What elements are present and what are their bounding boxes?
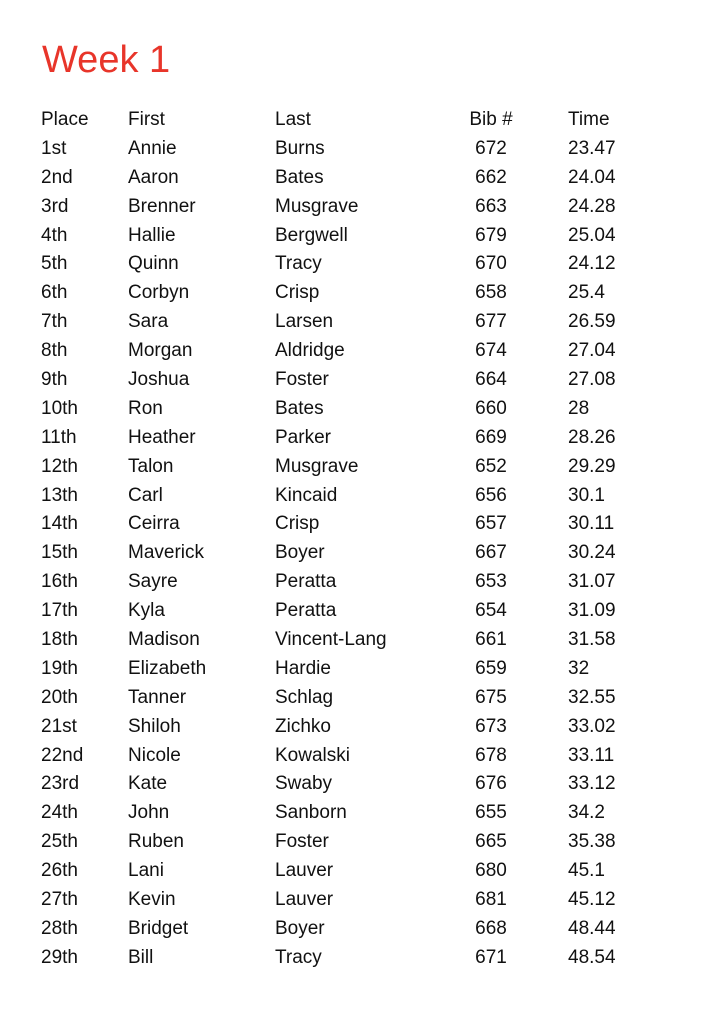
cell-last: Foster <box>275 369 329 391</box>
cell-last: Tracy <box>275 946 322 968</box>
cell-bib: 659 <box>475 657 507 679</box>
cell-bib: 675 <box>475 686 507 708</box>
cell-place: 11th <box>41 426 77 448</box>
cell-last: Boyer <box>275 542 325 564</box>
table-row <box>0 655 722 684</box>
cell-bib: 652 <box>475 455 507 477</box>
cell-first: Sara <box>128 311 169 333</box>
table-row <box>0 424 722 453</box>
cell-last: Schlag <box>275 686 334 708</box>
table-row <box>0 135 722 164</box>
cell-time: 24.04 <box>568 166 616 188</box>
cell-first: Ceirra <box>128 513 180 535</box>
cell-bib: 676 <box>475 773 507 795</box>
cell-bib: 658 <box>475 282 507 304</box>
cell-first: Nicole <box>128 744 181 766</box>
cell-place: 10th <box>41 397 78 419</box>
header-time: Time <box>568 109 610 130</box>
cell-first: John <box>128 802 170 824</box>
cell-last: Kincaid <box>275 484 338 506</box>
cell-bib: 661 <box>475 629 507 651</box>
cell-place: 8th <box>41 340 68 362</box>
cell-time: 27.08 <box>568 369 616 391</box>
header-last: Last <box>275 109 311 130</box>
table-row <box>0 453 722 482</box>
table-row <box>0 742 722 771</box>
cell-time: 45.12 <box>568 889 616 911</box>
cell-place: 1st <box>41 137 67 159</box>
table-row <box>0 713 722 742</box>
cell-time: 32.55 <box>568 686 616 708</box>
cell-last: Peratta <box>275 571 337 593</box>
table-row <box>0 193 722 222</box>
cell-bib: 657 <box>475 513 507 535</box>
cell-last: Swaby <box>275 773 333 795</box>
table-body <box>0 135 722 973</box>
cell-first: Talon <box>128 455 174 477</box>
cell-place: 5th <box>41 253 68 275</box>
cell-first: Tanner <box>128 686 187 708</box>
cell-bib: 663 <box>475 195 507 217</box>
cell-bib: 654 <box>475 600 507 622</box>
cell-time: 33.12 <box>568 773 616 795</box>
cell-last: Crisp <box>275 282 320 304</box>
cell-place: 26th <box>41 860 78 882</box>
cell-place: 24th <box>41 802 78 824</box>
table-row <box>0 857 722 886</box>
cell-place: 14th <box>41 513 78 535</box>
cell-place: 18th <box>41 629 78 651</box>
cell-time: 25.04 <box>568 224 616 246</box>
table-row <box>0 799 722 828</box>
cell-bib: 673 <box>475 715 507 737</box>
cell-last: Vincent-Lang <box>275 629 387 651</box>
cell-place: 3rd <box>41 195 69 217</box>
cell-bib: 665 <box>475 831 507 853</box>
cell-time: 28.26 <box>568 426 616 448</box>
table-row <box>0 915 722 944</box>
cell-last: Foster <box>275 831 329 853</box>
cell-first: Ruben <box>128 831 184 853</box>
table-row <box>0 770 722 799</box>
table-row <box>0 597 722 626</box>
cell-last: Musgrave <box>275 455 359 477</box>
cell-bib: 679 <box>475 224 507 246</box>
cell-bib: 668 <box>475 917 507 939</box>
cell-place: 21st <box>41 715 77 737</box>
cell-time: 30.24 <box>568 542 616 564</box>
cell-first: Sayre <box>128 571 178 593</box>
cell-first: Madison <box>128 629 200 651</box>
table-row <box>0 222 722 251</box>
cell-first: Kate <box>128 773 168 795</box>
cell-place: 7th <box>41 311 68 333</box>
cell-time: 32 <box>568 657 590 679</box>
cell-bib: 674 <box>475 340 507 362</box>
cell-last: Zichko <box>275 715 331 737</box>
cell-first: Hallie <box>128 224 176 246</box>
cell-bib: 680 <box>475 860 507 882</box>
cell-place: 15th <box>41 542 78 564</box>
cell-place: 19th <box>41 657 78 679</box>
cell-first: Aaron <box>128 166 179 188</box>
cell-last: Lauver <box>275 889 334 911</box>
cell-first: Morgan <box>128 340 193 362</box>
cell-place: 20th <box>41 686 78 708</box>
table-row <box>0 539 722 568</box>
cell-time: 23.47 <box>568 137 616 159</box>
page-title: Week 1 <box>42 39 171 81</box>
table-row <box>0 366 722 395</box>
cell-last: Bates <box>275 397 324 419</box>
cell-time: 31.09 <box>568 600 616 622</box>
cell-last: Larsen <box>275 311 334 333</box>
cell-last: Bates <box>275 166 324 188</box>
cell-place: 2nd <box>41 166 73 188</box>
table-row <box>0 510 722 539</box>
cell-time: 31.07 <box>568 571 616 593</box>
cell-bib: 670 <box>475 253 507 275</box>
cell-last: Hardie <box>275 657 331 679</box>
cell-place: 4th <box>41 224 68 246</box>
cell-time: 35.38 <box>568 831 616 853</box>
cell-first: Bridget <box>128 917 189 939</box>
cell-bib: 660 <box>475 397 507 419</box>
table-row <box>0 164 722 193</box>
table-row <box>0 568 722 597</box>
cell-place: 16th <box>41 571 78 593</box>
table-row <box>0 395 722 424</box>
cell-first: Annie <box>128 137 177 159</box>
cell-time: 30.1 <box>568 484 605 506</box>
cell-last: Musgrave <box>275 195 359 217</box>
header-place: Place <box>41 109 89 130</box>
cell-bib: 672 <box>475 137 507 159</box>
cell-first: Ron <box>128 397 163 419</box>
cell-first: Maverick <box>128 542 205 564</box>
cell-first: Shiloh <box>128 715 181 737</box>
cell-place: 29th <box>41 946 78 968</box>
cell-time: 30.11 <box>568 513 615 535</box>
cell-bib: 678 <box>475 744 507 766</box>
cell-first: Quinn <box>128 253 179 275</box>
cell-time: 29.29 <box>568 455 616 477</box>
cell-first: Elizabeth <box>128 657 207 679</box>
cell-last: Crisp <box>275 513 320 535</box>
cell-place: 25th <box>41 831 78 853</box>
cell-last: Boyer <box>275 917 325 939</box>
header-first: First <box>128 109 165 130</box>
cell-time: 26.59 <box>568 311 616 333</box>
cell-place: 28th <box>41 917 78 939</box>
cell-place: 22nd <box>41 744 84 766</box>
cell-first: Joshua <box>128 369 190 391</box>
cell-first: Kevin <box>128 889 176 911</box>
cell-time: 33.02 <box>568 715 616 737</box>
cell-time: 25.4 <box>568 282 605 304</box>
cell-bib: 653 <box>475 571 507 593</box>
cell-bib: 667 <box>475 542 507 564</box>
table-row <box>0 250 722 279</box>
cell-time: 48.44 <box>568 917 616 939</box>
cell-bib: 662 <box>475 166 507 188</box>
table-row <box>0 626 722 655</box>
table-row <box>0 886 722 915</box>
cell-place: 27th <box>41 889 78 911</box>
cell-last: Parker <box>275 426 331 448</box>
cell-last: Bergwell <box>275 224 348 246</box>
table-row <box>0 279 722 308</box>
cell-last: Kowalski <box>275 744 350 766</box>
cell-last: Lauver <box>275 860 334 882</box>
cell-time: 27.04 <box>568 340 616 362</box>
cell-place: 23rd <box>41 773 80 795</box>
cell-time: 34.2 <box>568 802 605 824</box>
table-row <box>0 944 722 973</box>
table-row <box>0 337 722 366</box>
cell-place: 6th <box>41 282 68 304</box>
table-row <box>0 684 722 713</box>
cell-place: 17th <box>41 600 78 622</box>
cell-time: 28 <box>568 397 590 419</box>
cell-time: 45.1 <box>568 860 605 882</box>
cell-first: Kyla <box>128 600 165 622</box>
header-bib: Bib # <box>469 109 513 130</box>
cell-time: 33.11 <box>568 744 615 766</box>
cell-time: 24.12 <box>568 253 616 275</box>
cell-bib: 664 <box>475 369 507 391</box>
cell-place: 9th <box>41 369 68 391</box>
cell-place: 12th <box>41 455 78 477</box>
table-header-row <box>0 106 722 135</box>
cell-time: 24.28 <box>568 195 616 217</box>
cell-last: Aldridge <box>275 340 345 362</box>
cell-bib: 656 <box>475 484 507 506</box>
cell-first: Bill <box>128 946 154 968</box>
cell-first: Corbyn <box>128 282 190 304</box>
cell-bib: 671 <box>475 946 507 968</box>
cell-bib: 677 <box>475 311 507 333</box>
cell-first: Carl <box>128 484 163 506</box>
cell-bib: 681 <box>475 889 507 911</box>
table-row <box>0 828 722 857</box>
cell-last: Burns <box>275 137 325 159</box>
cell-last: Tracy <box>275 253 322 275</box>
cell-last: Peratta <box>275 600 337 622</box>
cell-first: Brenner <box>128 195 196 217</box>
table-row <box>0 482 722 511</box>
cell-place: 13th <box>41 484 78 506</box>
cell-bib: 669 <box>475 426 507 448</box>
cell-time: 48.54 <box>568 946 616 968</box>
cell-bib: 655 <box>475 802 507 824</box>
cell-first: Lani <box>128 860 164 882</box>
table-row <box>0 308 722 337</box>
results-table <box>0 106 722 973</box>
cell-time: 31.58 <box>568 629 616 651</box>
cell-last: Sanborn <box>275 802 347 824</box>
cell-first: Heather <box>128 426 196 448</box>
